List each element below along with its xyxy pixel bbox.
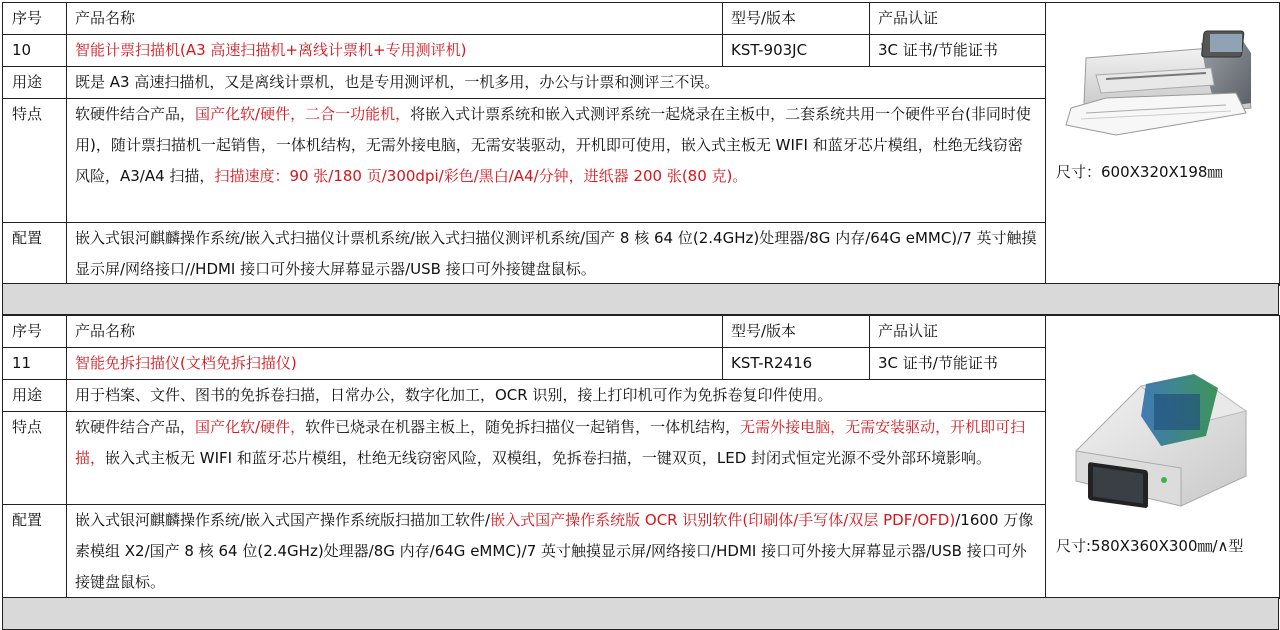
product-model: KST-903JC bbox=[723, 35, 870, 67]
product-use: 用于档案、文件、图书的免拆卷扫描，日常办公，数字化加工，OCR 识别，接上打印机可作为免拆卷复印件使用。 bbox=[67, 380, 1046, 412]
header-product-name: 产品名称 bbox=[67, 3, 723, 35]
label-use: 用途 bbox=[3, 380, 67, 412]
features-text-3: 嵌入式主板无 WIFI 和蓝牙芯片模组，杜绝无线窃密风险，双模组，免拆卷扫描，一键双页，LED 封闭式恒定光源不受外部环境影响。 bbox=[105, 449, 992, 467]
product-certification: 3C 证书/节能证书 bbox=[870, 35, 1046, 67]
scanner-image bbox=[1046, 356, 1279, 516]
features-text-1: 软硬件结合产品， bbox=[75, 418, 196, 436]
a3-scanner-icon bbox=[1046, 13, 1278, 153]
config-text-1: 嵌入式银河麒麟操作系统/嵌入式国产操作系统版扫描加工软件/ bbox=[75, 511, 491, 529]
features-highlight-1: 国产化软/硬件， bbox=[195, 418, 306, 436]
header-seq: 序号 bbox=[3, 316, 67, 348]
features-highlight-2: 无需外接电脑，无需安装驱动，开机即可扫描， bbox=[75, 418, 1026, 467]
product-model: KST-R2416 bbox=[723, 348, 870, 380]
product-size: 尺寸:580X360X300㎜/∧型 bbox=[1056, 537, 1244, 555]
product-table-10 bbox=[2, 2, 1280, 286]
product-image-cell bbox=[1046, 3, 1280, 286]
product-config bbox=[67, 505, 1046, 599]
product-use: 既是 A3 高速扫描机，又是离线计票机，也是专用测评机，一机多用，办公与计票和测评三不误。 bbox=[67, 67, 1046, 99]
product-size: 尺寸：600X320X198㎜ bbox=[1056, 163, 1223, 181]
product-seq: 10 bbox=[3, 35, 67, 67]
product-seq: 11 bbox=[3, 348, 67, 380]
product-name: 智能免拆扫描仪(文档免拆扫描仪) bbox=[67, 348, 723, 380]
features-text-1: 软硬件结合产品， bbox=[75, 105, 196, 123]
config-text-2: /1600 万像素模组 X2/国产 8 核 64 位(2.4GHz)处理器/8G 内存/64G eMMC)/7 英寸触摸显示屏/网络接口/HDMI 接口可外接大屏幕显示器/USB 接口可外接键盘鼠标。 bbox=[75, 511, 1034, 591]
product-image-cell bbox=[1046, 316, 1280, 599]
label-features: 特点 bbox=[3, 99, 67, 223]
label-config: 配置 bbox=[3, 223, 67, 286]
label-features: 特点 bbox=[3, 412, 67, 505]
header-product-name: 产品名称 bbox=[67, 316, 723, 348]
header-certification: 产品认证 bbox=[870, 316, 1046, 348]
product-config: 嵌入式银河麒麟操作系统/嵌入式扫描仪计票机系统/嵌入式扫描仪测评机系统/国产 8 核 64 位(2.4GHz)处理器/8G 内存/64G eMMC)/7 英寸触摸显示屏/网络接口//HDMI 接口可外接大屏幕显示器/USB 接口可外接键盘鼠标。 bbox=[67, 223, 1046, 286]
features-highlight-2: 扫描速度：90 张/180 页/300dpi/彩色/黑白/A4/分钟，进纸器 200 张(80 克)。 bbox=[214, 167, 748, 185]
section-divider bbox=[2, 283, 1279, 315]
header-certification: 产品认证 bbox=[870, 3, 1046, 35]
label-use: 用途 bbox=[3, 67, 67, 99]
label-config: 配置 bbox=[3, 505, 67, 599]
product-certification: 3C 证书/节能证书 bbox=[870, 348, 1046, 380]
config-highlight: 嵌入式国产操作系统版 OCR 识别软件(印刷体/手写体/双层 PDF/OFD) bbox=[490, 511, 956, 529]
overhead-scanner-icon bbox=[1046, 356, 1278, 516]
product-name: 智能计票扫描机(A3 高速扫描机+离线计票机+专用测评机) bbox=[67, 35, 723, 67]
header-seq: 序号 bbox=[3, 3, 67, 35]
product-table-11 bbox=[2, 315, 1280, 599]
product-features bbox=[67, 412, 1046, 505]
product-features bbox=[67, 99, 1046, 223]
header-model: 型号/版本 bbox=[723, 3, 870, 35]
features-text-2: 将嵌入式计票系统和嵌入式测评系统一起烧录在主板中，二套系统共用一个硬件平台(非同时使用)，随计票扫描机一起销售，一体机结构，无需外接电脑，无需安装驱动，开机即可使用，嵌入式主板无 WIFI 和蓝牙芯片模组，杜绝无线窃密风险，A3/A4 扫描， bbox=[75, 105, 1031, 185]
header-model: 型号/版本 bbox=[723, 316, 870, 348]
features-text-2: 软件已烧录在机器主板上，随免拆扫描仪一起销售，一体机结构， bbox=[305, 418, 741, 436]
section-divider-bottom bbox=[2, 597, 1279, 630]
scanner-image bbox=[1046, 13, 1279, 153]
features-highlight-1: 国产化软/硬件，二合一功能机， bbox=[195, 105, 411, 123]
